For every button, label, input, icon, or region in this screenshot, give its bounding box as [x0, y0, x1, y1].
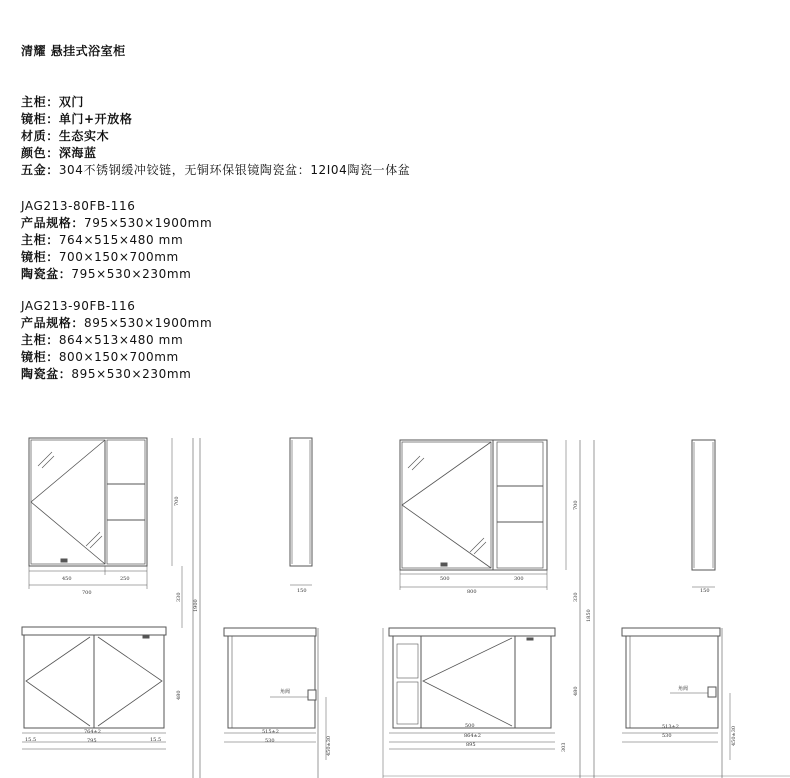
dim-label: 角阀 [280, 689, 291, 695]
feature-mirror-cabinet: 镜柜：单门+开放格 [21, 112, 133, 126]
dim-label: 480 [573, 686, 579, 696]
right-mirror-side [692, 440, 715, 587]
left-mirror-front [29, 438, 172, 589]
feature-color: 颜色：深海蓝 [21, 146, 97, 160]
spec-overall: 产品规格：895×530×1900mm [21, 316, 213, 330]
feature-hardware: 五金：304不锈钢缓冲铰链，无铜环保银镜陶瓷盆：12I04陶瓷一体盆 [21, 163, 411, 177]
dim-label: 700 [82, 590, 92, 596]
spec-basin: 陶瓷盆：795×530×230mm [21, 267, 192, 281]
dim-label: 500 [440, 576, 450, 582]
dim-label: 530 [662, 733, 672, 739]
dim-label: 700 [174, 496, 180, 506]
dim-label: 800 [467, 589, 477, 595]
page-title: 清耀 悬挂式浴室柜 [21, 44, 126, 58]
dim-label: 895 [466, 742, 476, 748]
feature-material: 材质：生态实木 [21, 129, 110, 143]
dim-label: 450±30 [731, 725, 737, 746]
dim-label: 500 [465, 723, 475, 729]
spec-mirror-cabinet: 镜柜：700×150×700mm [21, 250, 179, 264]
dim-label: 15.5 [25, 737, 37, 743]
dim-label: 700 [573, 500, 579, 510]
dim-label: 764±2 [84, 729, 101, 735]
left-main-cabinet-side [224, 628, 326, 778]
dim-label: 150 [297, 588, 307, 594]
feature-main-cabinet: 主柜：双门 [21, 95, 85, 109]
dim-label: 513±2 [662, 724, 679, 730]
dim-label: 150 [700, 588, 710, 594]
dim-label: 1850 [586, 609, 592, 622]
dim-label: 530 [265, 738, 275, 744]
left-mirror-side [290, 438, 312, 585]
dim-label: 角阀 [678, 686, 689, 692]
spec-basin: 陶瓷盆：895×530×230mm [21, 367, 192, 381]
dim-label: 330 [573, 592, 579, 602]
model-code: JAG213-90FB-116 [21, 299, 136, 313]
model-code: JAG213-80FB-116 [21, 199, 136, 213]
spec-main-cabinet: 主柜：764×515×480 mm [21, 233, 184, 247]
dim-label: 450±30 [326, 735, 332, 756]
right-main-cabinet-side [622, 628, 730, 778]
dim-label: 515±2 [262, 729, 279, 735]
dim-label: 795 [87, 738, 97, 744]
dim-label: 250 [120, 576, 130, 582]
dim-label: 1900 [193, 599, 199, 612]
spec-main-cabinet: 主柜：864×513×480 mm [21, 333, 184, 347]
dim-label: 864±2 [464, 733, 481, 739]
right-main-cabinet-front [383, 628, 555, 778]
dim-label: 15.5 [150, 737, 162, 743]
right-mirror-front [400, 440, 566, 590]
dim-label: 480 [176, 690, 182, 700]
dim-label: 330 [176, 592, 182, 602]
spec-mirror-cabinet: 镜柜：800×150×700mm [21, 350, 179, 364]
dim-label: 303 [561, 742, 567, 752]
dim-label: 450 [62, 576, 72, 582]
dim-label: 300 [514, 576, 524, 582]
spec-overall: 产品规格：795×530×1900mm [21, 216, 213, 230]
